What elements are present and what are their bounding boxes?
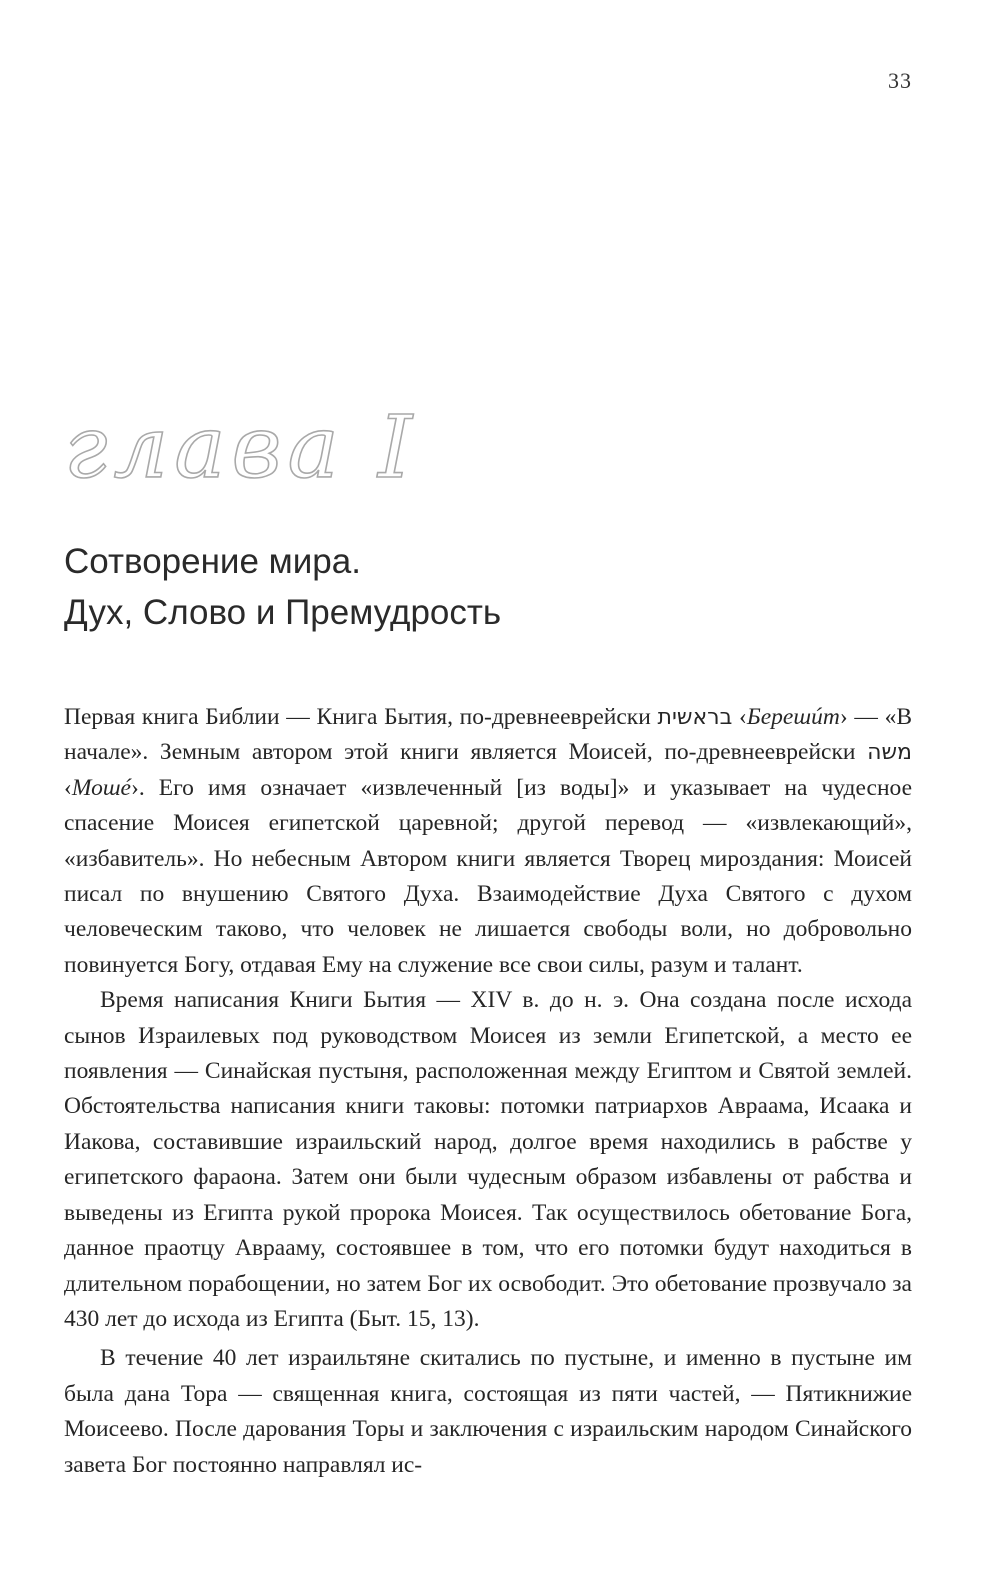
paragraph-1-text-b: ‹ (732, 704, 747, 730)
chapter-title-line-2: Дух, Слово и Премудрость (64, 593, 502, 632)
paragraph-1-text-d: ‹ (64, 774, 72, 801)
paragraph-1-text-c: › — «В начале». Земным автором этой книги является Моисей, по-древнееврейски (64, 704, 913, 766)
paragraph-1-text-a: Первая книга Библии — Книга Бытия, по-древнееврейски (64, 704, 658, 730)
paragraph-1 (64, 700, 912, 983)
hebrew-word-bereshit: בראשית (657, 705, 733, 730)
transliteration-bereshit: Берешúт (746, 704, 840, 730)
paragraph-3: В течение 40 лет израильтяне скитались по пустыне, и именно в пустыне им была дана Тора — священная книга, состоящая из пяти частей, — Пятикнижие Моисеево. После дарования Торы и заключения с израильским народом Синайского завета Бог постоянно направлял ис- (64, 1345, 912, 1478)
chapter-label: глава I (64, 398, 419, 498)
transliteration-moshe: Мошé (71, 774, 131, 801)
chapter-title (64, 536, 501, 638)
paragraph-2: Время написания Книги Бытия — XIV в. до н. э. Она создана после исхода сынов Израилевых под руководством Моисея из земли Египетской, а место ее появления — Синайская пустыня, расположенная между Египтом и Святой землей. Обстоятельства написания книги таковы: потомки патриархов Авраама, Исаака и Иакова, составившие израильский народ, долгое время находились в рабстве у египетского фараона. Затем они были чудесным образом избавлены от рабства и выведены из Египта рукой пророка Моисея. Так осуществилось обетование Бога, данное праотцу Аврааму, состоявшее в том, что его потомки будут находиться в длительном порабощении, но затем Бог их освободит. Это обетование прозвучало за 430 лет до исхода из Египта (Быт. 15, 13). (64, 987, 912, 1332)
hebrew-word-moshe: משה (867, 740, 912, 766)
chapter-title-line-1: Сотворение мира. (64, 542, 361, 581)
paragraph-1-text-e: ›. Его имя означает «извлеченный [из воды]» и указывает на чудесное спасение Моисея египетской царевной; другой перевод — «извлекающий», «избавитель». Но небесным Автором книги является Творец мироздания: Моисей писал по внушению Святого Духа. Взаимодействие Духа Святого с духом человеческим таково, что человек не лишается свободы воли, но добровольно повинуется Богу, отдавая Ему на служение все свои силы, разум и талант. (64, 774, 912, 978)
page-number: 33 (888, 68, 912, 93)
body-text (64, 700, 912, 1483)
